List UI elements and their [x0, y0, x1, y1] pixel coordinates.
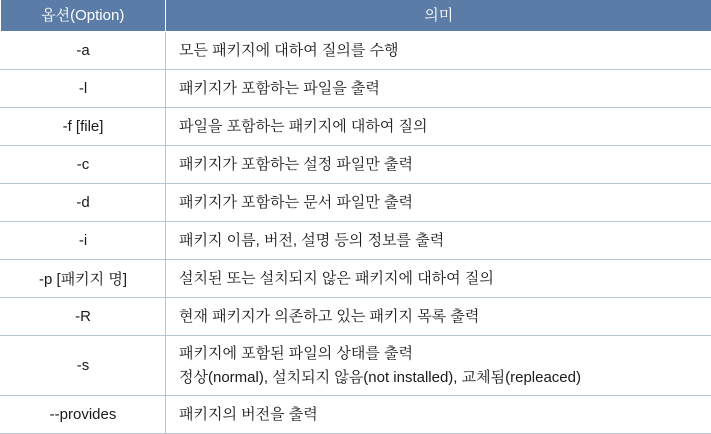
meaning-text-line: 파일을 포함하는 패키지에 대하여 질의 [179, 118, 711, 136]
meaning-text-line: 패키지가 포함하는 파일을 출력 [179, 80, 711, 98]
cell-meaning [166, 184, 711, 222]
cell-option: -i [1, 222, 166, 260]
table-row [1, 70, 711, 108]
cell-meaning [166, 298, 711, 336]
cell-meaning [166, 222, 711, 260]
cell-meaning [166, 32, 711, 70]
cell-option: -f [file] [1, 108, 166, 146]
table-row [1, 222, 711, 260]
table-row [1, 260, 711, 298]
table-header [1, 0, 711, 32]
column-header-option: 옵션(Option) [1, 0, 166, 32]
cell-meaning [166, 146, 711, 184]
cell-meaning [166, 336, 711, 396]
meaning-text-line: 패키지가 포함하는 설정 파일만 출력 [179, 156, 711, 174]
meaning-text-line: 패키지의 버전을 출력 [179, 406, 711, 424]
meaning-text-line: 패키지가 포함하는 문서 파일만 출력 [179, 194, 711, 212]
cell-option: -c [1, 146, 166, 184]
table-row [1, 108, 711, 146]
meaning-text-line: 패키지 이름, 버전, 설명 등의 정보를 출력 [179, 232, 711, 250]
cell-option: -s [1, 336, 166, 396]
cell-option: -d [1, 184, 166, 222]
table-row [1, 396, 711, 434]
cell-meaning [166, 108, 711, 146]
cell-option: -a [1, 32, 166, 70]
table-row [1, 336, 711, 396]
cell-option: -l [1, 70, 166, 108]
table-row [1, 146, 711, 184]
cell-option: -p [패키지 명] [1, 260, 166, 298]
table-header-row [1, 0, 711, 32]
meaning-text-line: 모든 패키지에 대하여 질의를 수행 [179, 42, 711, 60]
cell-meaning [166, 260, 711, 298]
meaning-text-line: 현재 패키지가 의존하고 있는 패키지 목록 출력 [179, 308, 711, 326]
meaning-text-line: 패키지에 포함된 파일의 상태를 출력 [179, 342, 711, 365]
cell-option: -R [1, 298, 166, 336]
cell-meaning [166, 70, 711, 108]
table-row [1, 184, 711, 222]
meaning-text-line: 설치된 또는 설치되지 않은 패키지에 대하여 질의 [179, 270, 711, 288]
cell-meaning [166, 396, 711, 434]
cell-option: --provides [1, 396, 166, 434]
table-body [1, 32, 711, 434]
table-row [1, 298, 711, 336]
meaning-text-line: 정상(normal), 설치되지 않음(not installed), 교체됨(repleaced) [179, 366, 711, 389]
table-row [1, 32, 711, 70]
column-header-meaning: 의미 [166, 0, 711, 32]
